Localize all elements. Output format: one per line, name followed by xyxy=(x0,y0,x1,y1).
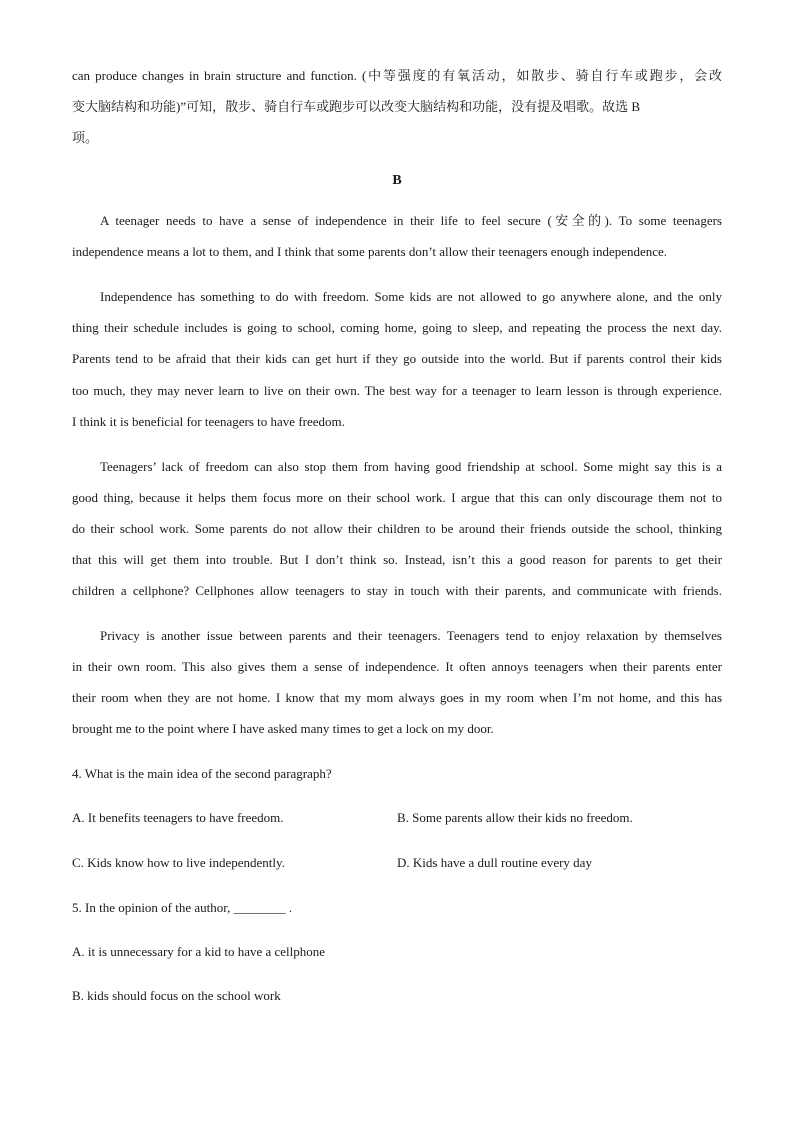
p3-line-5: children a cellphone? Cellphones allow teenagers to stay in touch with their parents, and communicate with friends. xyxy=(72,583,722,598)
q4-option-b: B. Some parents allow their kids no freedom. xyxy=(397,810,633,825)
p4-line-3: their room when they are not home. I know that my mom always goes in my room when I’m not home, and this has xyxy=(72,690,722,705)
intro-line-1: can produce changes in brain structure and function. (中等强度的有氧活动，如散步、骑自行车或跑步，会改 xyxy=(72,68,722,83)
intro-line-3: 项。 xyxy=(72,130,99,145)
p4-line-2: in their own room. This also gives them a sense of independence. It often annoys teenagers when their parents enter xyxy=(72,659,722,674)
p1-line-2: independence means a lot to them, and I think that some parents don’t allow their teenagers enough independence. xyxy=(72,244,668,259)
p3-line-4: that this will get them into trouble. But I don’t think so. Instead, isn’t this a good reason for parents to get their xyxy=(72,552,722,567)
intro-line-2: 变大脑结构和功能)”可知，散步、骑自行车或跑步可以改变大脑结构和功能，没有提及唱歌。故选 B xyxy=(72,99,641,114)
p1-line-1: A teenager needs to have a sense of independence in their life to feel secure (安全的). To some teenagers xyxy=(100,213,722,228)
q4-option-a: A. It benefits teenagers to have freedom. xyxy=(72,810,284,825)
p2-line-3: Parents tend to be afraid that their kids can get hurt if they go outside into the world. But if parents control their kids xyxy=(72,351,722,366)
p2-line-1: Independence has something to do with freedom. Some kids are not allowed to go anywhere alone, and the only xyxy=(100,289,722,304)
section-title: B xyxy=(392,173,402,188)
q5-option-a: A. it is unnecessary for a kid to have a cellphone xyxy=(72,944,326,959)
p2-line-2: thing their schedule includes is going to school, coming home, going to sleep, and repeating the process the next day. xyxy=(72,320,722,335)
q5-option-b: B. kids should focus on the school work xyxy=(72,988,281,1003)
q4-option-d: D. Kids have a dull routine every day xyxy=(397,855,592,870)
p3-line-1: Teenagers’ lack of freedom can also stop them from having good friendship at school. Some might say this is a xyxy=(100,459,722,474)
p3-line-3: do their school work. Some parents do not allow their children to be around their friends outside the school, thinking xyxy=(72,521,722,536)
p3-line-2: good thing, because it helps them focus more on their school work. I argue that this can only discourage them not to xyxy=(72,490,722,505)
q5-stem: 5. In the opinion of the author, ________ . xyxy=(72,900,293,915)
q4-stem: 4. What is the main idea of the second paragraph? xyxy=(72,766,332,781)
p2-line-5: I think it is beneficial for teenagers to have freedom. xyxy=(72,414,345,429)
p2-line-4: too much, they may never learn to live on their own. The best way for a teenager to learn lesson is through experience. xyxy=(72,383,722,398)
p4-line-4: brought me to the point where I have asked many times to get a lock on my door. xyxy=(72,721,494,736)
q4-option-c: C. Kids know how to live independently. xyxy=(72,855,285,870)
p4-line-1: Privacy is another issue between parents and their teenagers. Teenagers tend to enjoy relaxation by themselves xyxy=(100,628,722,643)
